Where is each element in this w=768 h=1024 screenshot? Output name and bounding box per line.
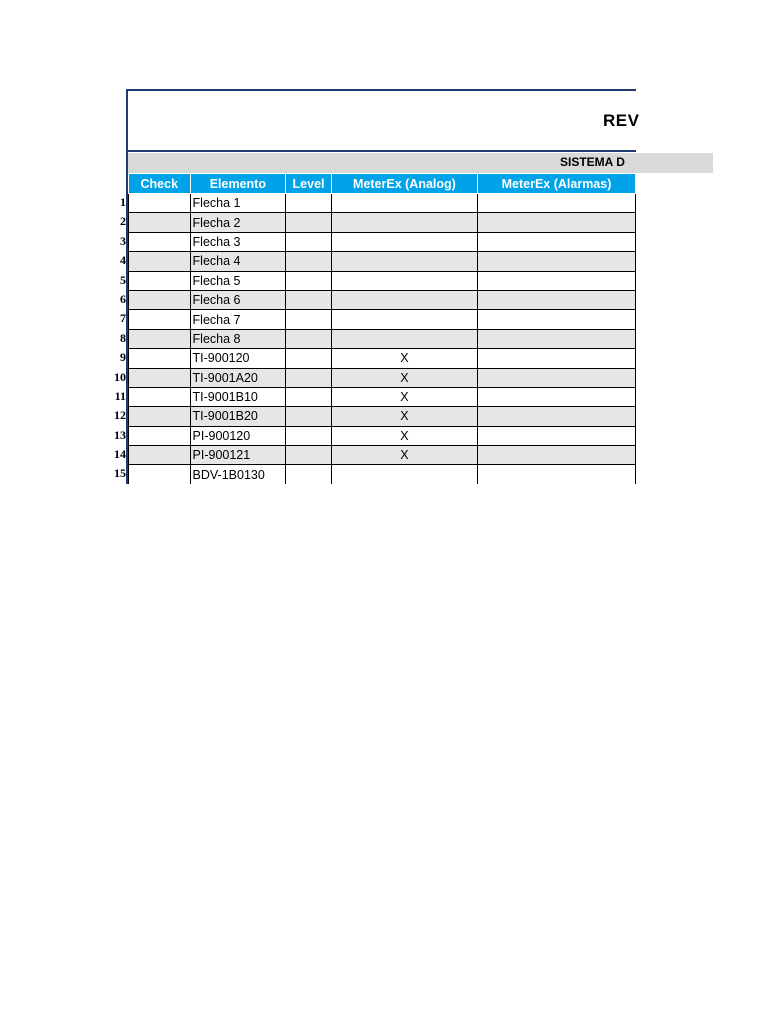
row-number: 5 <box>120 272 126 287</box>
cell-level[interactable] <box>286 426 332 445</box>
row-number: 1 <box>120 195 126 209</box>
title-box <box>126 89 636 152</box>
table-row <box>129 252 636 271</box>
cell-meterex-analog[interactable]: X <box>331 446 477 465</box>
cell-meterex-alarmas[interactable] <box>477 290 635 309</box>
cell-level[interactable] <box>286 465 332 484</box>
cell-elemento[interactable]: Flecha 7 <box>190 310 286 329</box>
cell-elemento[interactable]: TI-9001B20 <box>190 407 286 426</box>
cell-meterex-alarmas[interactable] <box>477 329 635 348</box>
row-number: 8 <box>120 330 126 345</box>
cell-meterex-alarmas[interactable] <box>477 407 635 426</box>
table-row <box>129 407 636 426</box>
cell-elemento[interactable]: Flecha 3 <box>190 232 286 251</box>
cell-level[interactable] <box>286 310 332 329</box>
cell-meterex-analog[interactable]: X <box>331 407 477 426</box>
cell-meterex-alarmas[interactable] <box>477 232 635 251</box>
cell-level[interactable] <box>286 232 332 251</box>
cell-check[interactable] <box>129 290 191 309</box>
table-row <box>129 194 636 213</box>
cell-check[interactable] <box>129 310 191 329</box>
table-row <box>129 349 636 368</box>
column-header-elemento[interactable]: Elemento <box>190 174 286 194</box>
cell-meterex-analog[interactable] <box>331 194 477 213</box>
cell-meterex-alarmas[interactable] <box>477 446 635 465</box>
cell-check[interactable] <box>129 446 191 465</box>
cell-elemento[interactable]: Flecha 2 <box>190 213 286 232</box>
cell-level[interactable] <box>286 368 332 387</box>
table-row <box>129 271 636 290</box>
table-row <box>129 290 636 309</box>
row-number: 15 <box>114 466 126 481</box>
cell-elemento[interactable]: Flecha 4 <box>190 252 286 271</box>
table-row <box>129 329 636 348</box>
table-row <box>129 232 636 251</box>
cell-elemento[interactable]: Flecha 6 <box>190 290 286 309</box>
row-number: 14 <box>114 447 126 462</box>
cell-elemento[interactable]: PI-900120 <box>190 426 286 445</box>
cell-meterex-analog[interactable]: X <box>331 349 477 368</box>
row-number: 2 <box>120 214 126 229</box>
cell-meterex-analog[interactable] <box>331 310 477 329</box>
cell-meterex-alarmas[interactable] <box>477 252 635 271</box>
table-row <box>129 446 636 465</box>
cell-elemento[interactable]: Flecha 8 <box>190 329 286 348</box>
cell-meterex-alarmas[interactable] <box>477 194 635 213</box>
cell-level[interactable] <box>286 387 332 406</box>
cell-meterex-alarmas[interactable] <box>477 426 635 445</box>
cell-elemento[interactable]: TI-9001A20 <box>190 368 286 387</box>
row-number: 13 <box>114 427 126 442</box>
column-header-meterex-analog[interactable]: MeterEx (Analog) <box>331 174 477 194</box>
cell-check[interactable] <box>129 465 191 484</box>
cell-meterex-analog[interactable]: X <box>331 368 477 387</box>
cell-meterex-analog[interactable] <box>331 252 477 271</box>
cell-level[interactable] <box>286 446 332 465</box>
cell-meterex-alarmas[interactable] <box>477 310 635 329</box>
cell-meterex-analog[interactable] <box>331 329 477 348</box>
cell-level[interactable] <box>286 252 332 271</box>
table-body <box>129 194 636 485</box>
page-title: REV <box>603 111 640 130</box>
cell-check[interactable] <box>129 349 191 368</box>
section-band <box>128 153 713 173</box>
table-row <box>129 387 636 406</box>
column-header-level[interactable]: Level <box>286 174 332 194</box>
cell-meterex-analog[interactable] <box>331 290 477 309</box>
cell-elemento[interactable]: TI-900120 <box>190 349 286 368</box>
cell-level[interactable] <box>286 407 332 426</box>
cell-level[interactable] <box>286 329 332 348</box>
cell-meterex-analog[interactable]: X <box>331 387 477 406</box>
cell-check[interactable] <box>129 426 191 445</box>
cell-level[interactable] <box>286 349 332 368</box>
section-label: SISTEMA D <box>560 155 625 169</box>
cell-level[interactable] <box>286 194 332 213</box>
table-header-row <box>129 174 636 194</box>
row-number: 11 <box>114 388 126 403</box>
table-viewport <box>128 173 636 484</box>
column-header-check[interactable]: Check <box>129 174 191 194</box>
table-row <box>129 426 636 445</box>
cell-level[interactable] <box>286 213 332 232</box>
row-number: 4 <box>120 253 126 268</box>
cell-meterex-alarmas[interactable] <box>477 368 635 387</box>
cell-meterex-alarmas[interactable] <box>477 213 635 232</box>
cell-meterex-analog[interactable] <box>331 465 477 484</box>
cell-meterex-analog[interactable] <box>331 232 477 251</box>
cell-check[interactable] <box>129 232 191 251</box>
cell-elemento[interactable]: Flecha 5 <box>190 271 286 290</box>
row-number: 3 <box>120 233 126 248</box>
cell-check[interactable] <box>129 407 191 426</box>
cell-check[interactable] <box>129 271 191 290</box>
row-number-column <box>100 193 126 484</box>
row-number: 6 <box>120 291 126 306</box>
cell-elemento[interactable]: BDV-1B0130 <box>190 465 286 484</box>
cell-elemento[interactable]: TI-9001B10 <box>190 387 286 406</box>
cell-check[interactable] <box>129 387 191 406</box>
row-number: 9 <box>120 350 126 365</box>
cell-meterex-alarmas[interactable] <box>477 465 635 484</box>
row-number: 12 <box>114 408 126 423</box>
checklist-table <box>128 173 636 484</box>
cell-meterex-alarmas[interactable] <box>477 349 635 368</box>
cell-meterex-analog[interactable] <box>331 271 477 290</box>
cell-meterex-alarmas[interactable] <box>477 387 635 406</box>
cell-check[interactable] <box>129 194 191 213</box>
cell-meterex-analog[interactable]: X <box>331 426 477 445</box>
cell-check[interactable] <box>129 329 191 348</box>
cell-meterex-analog[interactable] <box>331 213 477 232</box>
cell-check[interactable] <box>129 213 191 232</box>
row-number: 7 <box>120 311 126 326</box>
cell-check[interactable] <box>129 368 191 387</box>
table-row <box>129 368 636 387</box>
cell-elemento[interactable]: Flecha 1 <box>190 194 286 213</box>
column-header-meterex-alarmas[interactable]: MeterEx (Alarmas) <box>477 174 635 194</box>
table-row <box>129 310 636 329</box>
table-row <box>129 465 636 484</box>
cell-level[interactable] <box>286 290 332 309</box>
cell-check[interactable] <box>129 252 191 271</box>
cell-level[interactable] <box>286 271 332 290</box>
row-number: 10 <box>114 369 126 384</box>
table-row <box>129 213 636 232</box>
cell-meterex-alarmas[interactable] <box>477 271 635 290</box>
cell-elemento[interactable]: PI-900121 <box>190 446 286 465</box>
